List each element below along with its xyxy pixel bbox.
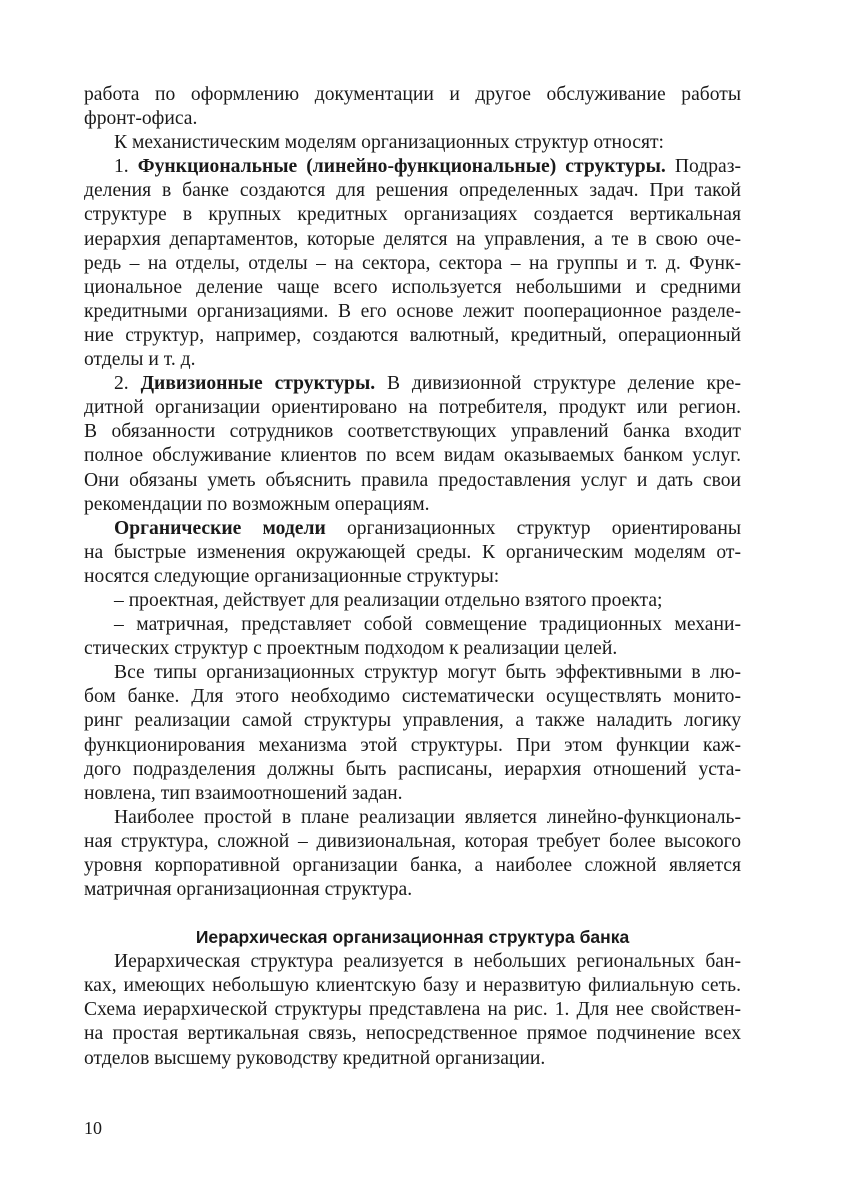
body-line [84, 854, 741, 878]
text-run: Иерархическая структура реализуется в небольших региональных бан- [114, 951, 741, 973]
text-run: К механистическим моделям организационных структур относят: [114, 132, 664, 154]
section-line [84, 1022, 741, 1046]
body-line [84, 83, 741, 107]
text-run: организационных структур ориентированы [325, 517, 741, 539]
body-line [84, 276, 741, 300]
body-line [84, 613, 741, 637]
text-run: работа по оформлению документации и другое обслуживание работы [84, 84, 741, 105]
body-line [84, 517, 741, 541]
body-line [84, 203, 741, 227]
text-run: В дивизионной структуре деление кре- [375, 373, 741, 395]
body-line [84, 444, 741, 468]
text-run: ная структура, сложной – дивизиональная, которая требует более высокого [84, 830, 741, 852]
bold-term: Функциональные (линейно-функциональные) структуры. [137, 156, 666, 178]
body-line [84, 878, 741, 902]
text-run: стических структур с проектным подходом к реализации целей. [84, 638, 618, 660]
text-run: Они обязаны уметь объяснить правила предоставления услуг и дать свои [84, 469, 741, 491]
body-line [84, 131, 741, 155]
text-run: полное обслуживание клиентов по всем видам оказываемых банком услуг. [84, 445, 741, 467]
body-line [84, 685, 741, 709]
text-run: на быстрые изменения окружающей среды. К органическим моделям от- [84, 541, 741, 563]
body-line [84, 324, 741, 348]
text-run: Схема иерархической структуры представлена на рис. 1. Для нее свойствен- [84, 999, 741, 1021]
text-run: отделов высшему руководству кредитной организации. [84, 1047, 546, 1069]
document-page [84, 83, 741, 1071]
section-line [84, 950, 741, 974]
text-run: фронт-офиса. [84, 108, 198, 130]
text-run: носятся следующие организационные структуры: [84, 565, 500, 587]
section-heading: Иерархическая организационная структура банка [195, 927, 630, 948]
text-run: В обязанности сотрудников соответствующих управлений банка входит [84, 421, 741, 443]
text-run: на простая вертикальная связь, непосредственное прямое подчинение всех [84, 1023, 741, 1045]
text-run: редь – на отделы, отделы – на сектора, сектора – на группы и т. д. Функ- [84, 252, 741, 274]
text-run: ринг реализации самой структуры управления, а также наладить логику [84, 710, 741, 732]
text-run: дого подразделения должны быть расписаны, иерархия отношений уста- [84, 758, 741, 780]
text-run: матричная организационная структура. [84, 879, 413, 901]
text-run: циональное деление чаще всего используется небольшими и средними [84, 276, 741, 298]
body-line [84, 155, 741, 179]
text-run: структуре в крупных кредитных организациях создается вертикальная [84, 204, 741, 226]
text-run: рекомендации по возможным операциям. [84, 493, 430, 515]
body-line [84, 420, 741, 444]
body-line [84, 589, 741, 613]
body-line [84, 396, 741, 420]
text-run: Наиболее простой в плане реализации является линейно-функциональ- [114, 806, 741, 828]
body-line [84, 734, 741, 758]
body-line [84, 348, 741, 372]
text-run: уровня корпоративной организации банка, а наиболее сложной является [84, 855, 741, 876]
body-line [84, 252, 741, 276]
section-text [84, 950, 741, 1070]
text-run: – проектная, действует для реализации отдельно взятого проекта; [114, 589, 663, 611]
body-line [84, 758, 741, 782]
text-run: кредитными организациями. В его основе лежит пооперационное разделе- [84, 300, 741, 322]
text-run: – матричная, представляет собой совмещение традиционных механи- [114, 614, 741, 636]
body-line [84, 637, 741, 661]
text-run: 1. [114, 156, 138, 178]
body-line [84, 830, 741, 854]
text-run: Подраз- [665, 156, 741, 178]
text-run: бом банке. Для этого необходимо систематически осуществлять монито- [84, 686, 741, 708]
text-run: ках, имеющих небольшую клиентскую базу и неразвитую филиальную сеть. [84, 975, 741, 997]
body-line [84, 709, 741, 733]
body-line [84, 107, 741, 131]
text-run: Все типы организационных структур могут быть эффективными в лю- [114, 662, 741, 684]
body-line [84, 661, 741, 685]
text-run: дитной организации ориентировано на потребителя, продукт или регион. [84, 397, 741, 419]
body-line [84, 565, 741, 589]
body-line [84, 806, 741, 830]
text-run: иерархия департаментов, которые делятся на управления, а те в свою оче- [84, 228, 741, 250]
section-line [84, 1047, 741, 1071]
body-line [84, 782, 741, 806]
body-line [84, 179, 741, 203]
text-run: 2. [114, 373, 141, 395]
bold-term: Дивизионные структуры. [140, 373, 376, 395]
section-line [84, 998, 741, 1022]
section-line [84, 974, 741, 998]
body-line [84, 228, 741, 252]
text-run: функционирования механизма этой структуры. При этом функции каж- [84, 734, 741, 756]
body-line [84, 300, 741, 324]
text-run: ние структур, например, создаются валютный, кредитный, операционный [84, 324, 741, 346]
text-run: деления в банке создаются для решения определенных задач. При такой [84, 180, 741, 202]
body-line [84, 493, 741, 517]
text-run: отделы и т. д. [84, 349, 196, 371]
text-run: новлена, тип взаимоотношений задан. [84, 782, 403, 804]
body-line [84, 372, 741, 396]
body-text [84, 83, 741, 902]
body-line [84, 469, 741, 493]
body-line [84, 541, 741, 565]
bold-term: Органические модели [114, 517, 326, 539]
page-number: 10 [84, 1118, 102, 1138]
